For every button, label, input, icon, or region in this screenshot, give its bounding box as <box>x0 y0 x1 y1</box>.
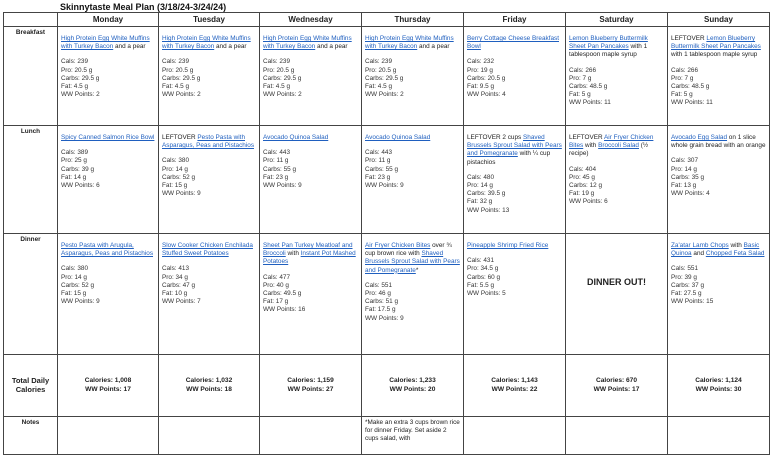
recipe-link[interactable]: Avocado Egg Salad <box>671 134 728 141</box>
nutrition-line: Carbs: 60 g <box>467 273 501 281</box>
recipe-link[interactable]: Pineapple Shrimp Fried Rice <box>467 242 549 249</box>
nutrition-line: Pro: 20.5 g <box>263 66 295 74</box>
recipe-link[interactable]: Pesto Pasta with Asparagus, Peas and Pistachios <box>162 134 255 150</box>
recipe-link[interactable]: High Protein Egg White Muffins with Turkey Bacon <box>61 35 150 51</box>
dish-text: LEFTOVER <box>671 35 707 42</box>
total-ww-points: WW Points: 27 <box>287 385 334 393</box>
nutrition-line: Carbs: 29.5 g <box>365 74 404 82</box>
nutrition-line: Cals: 380 <box>162 157 189 165</box>
nutrition-line: Pro: 20.5 g <box>61 66 93 74</box>
recipe-link[interactable]: Lemon Blueberry Buttermilk Sheet Pan Pancakes <box>671 35 761 51</box>
day-header-tuesday: Tuesday <box>159 13 260 27</box>
nutrition-line: Fat: 9.5 g <box>467 83 494 91</box>
nutrition-line: Pro: 39 g <box>671 273 697 281</box>
nutrition-line: Pro: 46 g <box>365 290 391 298</box>
nutrition-line: Carbs: 29.5 g <box>61 74 100 82</box>
dish-text: and a pear <box>214 43 247 51</box>
day-header-wednesday: Wednesday <box>260 13 362 27</box>
dish-description <box>467 242 562 250</box>
nutrition-line: WW Points: 15 <box>671 298 714 306</box>
nutrition-line: Fat: 15 g <box>162 182 188 190</box>
total-ww-points: WW Points: 17 <box>593 385 640 393</box>
nutrition-line: WW Points: 9 <box>263 182 302 190</box>
nutrition-line: Pro: 14 g <box>61 273 87 281</box>
nutrition-info <box>162 58 256 99</box>
meal-plan-table <box>3 12 770 455</box>
nutrition-line: Carbs: 49.5 g <box>263 290 302 298</box>
dish-description <box>61 35 155 51</box>
page-title: Skinnytaste Meal Plan (3/18/24-3/24/24) <box>60 2 227 12</box>
lunch-cell-wednesday <box>260 126 362 234</box>
day-header-sunday: Sunday <box>668 13 770 27</box>
nutrition-line: Carbs: 55 g <box>263 165 297 173</box>
dish-description <box>671 242 766 258</box>
nutrition-line: Fat: 13 g <box>671 182 697 190</box>
breakfast-cell-tuesday <box>159 27 260 126</box>
nutrition-line: Carbs: 35 g <box>671 173 705 181</box>
recipe-link[interactable]: Pesto Pasta with Arugula, Asparagus, Peas and Pistachios <box>61 242 154 258</box>
nutrition-line: Carbs: 29.5 g <box>162 74 201 82</box>
nutrition-line: Pro: 25 g <box>61 157 87 165</box>
nutrition-line: Carbs: 48.5 g <box>569 83 608 91</box>
nutrition-line: Cals: 239 <box>61 58 88 66</box>
nutrition-line: Cals: 443 <box>263 149 290 157</box>
total-cell-thursday <box>362 355 464 417</box>
nutrition-line: WW Points: 11 <box>671 99 713 107</box>
day-header-saturday: Saturday <box>566 13 668 27</box>
dinner-row <box>4 234 770 355</box>
nutrition-line: Fat: 5 g <box>671 91 693 99</box>
recipe-link[interactable]: Avocado Quinoa Salad <box>365 134 431 141</box>
total-cell-tuesday <box>159 355 260 417</box>
dish-text: with <box>728 242 744 249</box>
breakfast-cell-monday <box>58 27 159 126</box>
nutrition-line: Cals: 307 <box>671 157 698 165</box>
recipe-link[interactable]: Sheet Pan Turkey Meatloaf and Broccoli <box>263 242 353 258</box>
total-ww-points: WW Points: 30 <box>695 385 742 393</box>
dish-description <box>467 35 562 51</box>
dish-text: LEFTOVER 2 cups <box>467 134 523 141</box>
recipe-link[interactable]: Instant Pot Mashed Potatoes <box>263 250 356 266</box>
dish-description <box>671 134 766 150</box>
nutrition-info <box>569 166 664 207</box>
nutrition-line: WW Points: 2 <box>162 91 201 99</box>
lunch-cell-sunday <box>668 126 770 234</box>
recipe-link[interactable]: High Protein Egg White Muffins with Turkey Bacon <box>263 35 352 51</box>
lunch-cell-friday <box>464 126 566 234</box>
nutrition-line: Fat: 4.5 g <box>61 83 88 91</box>
dish-text: * <box>415 266 419 274</box>
day-header-thursday: Thursday <box>362 13 464 27</box>
nutrition-line: Fat: 32 g <box>467 198 493 206</box>
recipe-link[interactable]: Basic Quinoa <box>671 242 760 258</box>
nutrition-line: WW Points: 9 <box>365 182 404 190</box>
dish-description <box>365 134 460 142</box>
lunch-cell-monday <box>58 126 159 234</box>
nutrition-line: WW Points: 13 <box>467 206 510 214</box>
nutrition-line: WW Points: 5 <box>467 290 506 298</box>
dish-text: and <box>691 250 706 258</box>
recipe-link[interactable]: Chopped Feta Salad <box>705 250 765 258</box>
day-header-friday: Friday <box>464 13 566 27</box>
nutrition-line: Cals: 431 <box>467 257 494 265</box>
nutrition-line: Carbs: 37 g <box>671 281 705 289</box>
day-header-monday: Monday <box>58 13 159 27</box>
total-calories: Calories: 1,124 <box>695 377 742 385</box>
nutrition-line: Cals: 480 <box>467 173 494 181</box>
nutrition-line: Carbs: 29.5 g <box>263 74 302 82</box>
dish-description <box>61 134 155 142</box>
nutrition-line: Carbs: 39.5 g <box>467 190 506 198</box>
notes-cell-sunday <box>668 417 770 455</box>
nutrition-line: Pro: 45 g <box>569 173 595 181</box>
nutrition-line: WW Points: 7 <box>162 298 201 306</box>
dish-description <box>365 242 460 275</box>
dinner-out-label: DINNER OUT! <box>587 277 646 287</box>
recipe-link[interactable]: Avocado Quinoa Salad <box>263 134 329 141</box>
nutrition-line: Fat: 15 g <box>61 290 87 298</box>
notes-cell-saturday <box>566 417 668 455</box>
nutrition-line: Cals: 551 <box>671 265 698 273</box>
recipe-link[interactable]: Spicy Canned Salmon Rice Bowl <box>61 134 155 141</box>
notes-cell-thursday: *Make an extra 3 cups brown rice for dinner Friday. Set aside 2 cups salad, with <box>362 417 464 455</box>
nutrition-line: Cals: 404 <box>569 165 596 173</box>
dinner-cell-sunday <box>668 234 770 355</box>
dish-description <box>162 134 256 150</box>
dinner-cell-wednesday <box>260 234 362 355</box>
nutrition-line: WW Points: 4 <box>671 190 710 198</box>
dish-text: LEFTOVER <box>569 134 605 141</box>
nutrition-line: WW Points: 16 <box>263 306 306 314</box>
nutrition-info <box>365 282 460 323</box>
nutrition-line: WW Points: 4 <box>467 91 506 99</box>
total-calories: Calories: 670 <box>595 377 638 385</box>
nutrition-info <box>263 149 358 190</box>
total-ww-points: WW Points: 17 <box>85 385 131 393</box>
dish-description <box>263 35 358 51</box>
nutrition-line: WW Points: 9 <box>162 190 201 198</box>
nutrition-info <box>671 67 766 108</box>
nutrition-line: Carbs: 55 g <box>365 165 399 173</box>
nutrition-line: Pro: 7 g <box>569 74 592 82</box>
recipe-link[interactable]: Za'atar Lamb Chops <box>671 242 729 249</box>
dish-text: with <box>583 142 599 150</box>
nutrition-line: Carbs: 52 g <box>162 173 196 181</box>
dish-text: (½ recipe) <box>569 142 649 158</box>
breakfast-cell-friday <box>464 27 566 126</box>
nutrition-info <box>671 265 766 306</box>
notes-row <box>4 417 770 455</box>
nutrition-line: Fat: 4.5 g <box>365 83 392 91</box>
lunch-row <box>4 126 770 234</box>
nutrition-line: Cals: 239 <box>162 58 189 66</box>
recipe-link[interactable]: Air Fryer Chicken Bites <box>365 242 431 249</box>
nutrition-line: WW Points: 11 <box>569 99 611 107</box>
breakfast-cell-sunday <box>668 27 770 126</box>
nutrition-line: WW Points: 2 <box>365 91 404 99</box>
nutrition-info <box>467 257 562 298</box>
nutrition-line: Cals: 413 <box>162 265 189 273</box>
day-header-row <box>4 13 770 27</box>
nutrition-info <box>467 58 562 99</box>
nutrition-line: Fat: 4.5 g <box>263 83 290 91</box>
nutrition-info <box>569 67 664 108</box>
notes-cell-tuesday <box>159 417 260 455</box>
nutrition-line: Cals: 266 <box>569 66 596 74</box>
nutrition-line: Cals: 266 <box>671 66 698 74</box>
recipe-link[interactable]: High Protein Egg White Muffins with Turkey Bacon <box>162 35 251 51</box>
nutrition-line: Fat: 19 g <box>569 190 595 198</box>
dish-text: on 1 slice whole grain bread with an orange <box>671 134 766 150</box>
dish-text: with 1 tablespoon maple syrup <box>569 43 648 59</box>
nutrition-line: Cals: 389 <box>61 149 88 157</box>
nutrition-line: Cals: 443 <box>365 149 392 157</box>
nutrition-line: Cals: 232 <box>467 58 494 66</box>
breakfast-cell-thursday <box>362 27 464 126</box>
nutrition-info <box>467 174 562 215</box>
row-label-dinner: Dinner <box>4 234 58 355</box>
dinner-cell-saturday <box>566 234 668 355</box>
dish-description <box>162 242 256 258</box>
dinner-cell-friday <box>464 234 566 355</box>
breakfast-cell-saturday <box>566 27 668 126</box>
dinner-cell-tuesday <box>159 234 260 355</box>
notes-cell-monday <box>58 417 159 455</box>
nutrition-line: Fat: 23 g <box>263 173 289 181</box>
nutrition-line: Pro: 20.5 g <box>162 66 194 74</box>
nutrition-line: Fat: 23 g <box>365 173 391 181</box>
dish-text: and a pear <box>417 43 450 51</box>
total-calories: Calories: 1,008 <box>84 377 132 385</box>
dish-description <box>467 134 562 167</box>
nutrition-line: Pro: 34 g <box>162 273 188 281</box>
nutrition-line: Fat: 17.5 g <box>365 306 396 314</box>
total-cell-sunday <box>668 355 770 417</box>
dish-description <box>671 35 766 60</box>
dish-text: LEFTOVER <box>162 134 198 141</box>
nutrition-line: Cals: 239 <box>365 58 392 66</box>
nutrition-line: Pro: 14 g <box>162 165 188 173</box>
nutrition-info <box>365 149 460 190</box>
nutrition-info <box>162 265 256 306</box>
dinner-cell-thursday <box>362 234 464 355</box>
lunch-cell-tuesday <box>159 126 260 234</box>
nutrition-info <box>671 157 766 198</box>
dish-text: over ¾ cup brown rice with <box>365 242 452 258</box>
totals-row <box>4 355 770 417</box>
total-calories: Calories: 1,032 <box>185 377 233 385</box>
nutrition-line: Carbs: 51 g <box>365 298 399 306</box>
total-cell-monday <box>58 355 159 417</box>
nutrition-line: Pro: 40 g <box>263 281 289 289</box>
nutrition-line: WW Points: 2 <box>61 91 100 99</box>
nutrition-line: Carbs: 48.5 g <box>671 83 710 91</box>
total-ww-points: WW Points: 20 <box>389 385 436 393</box>
nutrition-line: WW Points: 6 <box>569 198 608 206</box>
nutrition-line: WW Points: 9 <box>61 298 100 306</box>
nutrition-info <box>263 274 358 315</box>
total-ww-points: WW Points: 22 <box>491 385 538 393</box>
dish-text: with ¼ cup pistachios <box>467 150 551 166</box>
nutrition-info <box>365 58 460 99</box>
dish-description <box>263 134 358 142</box>
nutrition-line: WW Points: 2 <box>263 91 302 99</box>
nutrition-line: Pro: 11 g <box>263 157 289 165</box>
nutrition-line: Cals: 239 <box>263 58 290 66</box>
nutrition-line: Carbs: 52 g <box>61 281 95 289</box>
row-label-breakfast: Breakfast <box>4 27 58 126</box>
nutrition-line: Fat: 5 g <box>569 91 591 99</box>
dish-description <box>569 35 664 60</box>
dish-text: with <box>285 250 301 258</box>
dish-text: and a pear <box>113 43 146 51</box>
nutrition-line: Pro: 20.5 g <box>365 66 397 74</box>
breakfast-row <box>4 27 770 126</box>
nutrition-line: Fat: 10 g <box>162 290 188 298</box>
nutrition-line: Carbs: 20.5 g <box>467 74 506 82</box>
notes-cell-wednesday <box>260 417 362 455</box>
nutrition-line: Pro: 34.5 g <box>467 265 499 273</box>
recipe-link[interactable]: Air Fryer Chicken Bites <box>569 134 654 150</box>
total-cell-friday <box>464 355 566 417</box>
nutrition-line: WW Points: 9 <box>365 314 404 322</box>
nutrition-line: Carbs: 47 g <box>162 281 196 289</box>
lunch-cell-saturday <box>566 126 668 234</box>
nutrition-line: Fat: 14 g <box>61 173 87 181</box>
nutrition-info <box>61 265 155 306</box>
nutrition-line: Pro: 14 g <box>467 182 493 190</box>
nutrition-info <box>162 157 256 198</box>
recipe-link[interactable]: Slow Cooker Chicken Enchilada Stuffed Sweet Potatoes <box>162 242 253 258</box>
dish-description <box>263 242 358 267</box>
recipe-link[interactable]: Shaved Brussels Sprout Salad with Pears and Pomegranate <box>467 134 562 158</box>
row-label-totals: Total Daily Calories <box>4 355 58 417</box>
nutrition-line: WW Points: 6 <box>61 182 100 190</box>
nutrition-line: Fat: 4.5 g <box>162 83 189 91</box>
recipe-link[interactable]: Berry Cottage Cheese Breakfast Bowl <box>467 35 559 51</box>
notes-cell-friday <box>464 417 566 455</box>
row-label-lunch: Lunch <box>4 126 58 234</box>
corner-header <box>4 13 58 27</box>
nutrition-line: Fat: 17 g <box>263 298 289 306</box>
dish-text: with 1 tablespoon maple syrup <box>671 51 758 59</box>
dinner-cell-monday <box>58 234 159 355</box>
dish-description <box>569 134 664 159</box>
nutrition-line: Pro: 14 g <box>671 165 697 173</box>
dish-description <box>365 35 460 51</box>
total-ww-points: WW Points: 18 <box>186 385 232 393</box>
nutrition-info <box>61 149 155 190</box>
recipe-link[interactable]: Broccoli Salad <box>598 142 639 150</box>
total-calories: Calories: 1,233 <box>389 377 436 385</box>
nutrition-line: Carbs: 39 g <box>61 165 95 173</box>
dish-description <box>61 242 155 258</box>
dish-description <box>162 35 256 51</box>
recipe-link[interactable]: High Protein Egg White Muffins with Turkey Bacon <box>365 35 454 51</box>
nutrition-line: Pro: 19 g <box>467 66 493 74</box>
breakfast-cell-wednesday <box>260 27 362 126</box>
nutrition-line: Cals: 551 <box>365 281 392 289</box>
recipe-link[interactable]: Shaved Brussels Sprout Salad with Pears and Pomegranate <box>365 250 460 274</box>
nutrition-line: Carbs: 12 g <box>569 182 603 190</box>
nutrition-info <box>61 58 155 99</box>
total-calories: Calories: 1,159 <box>287 377 334 385</box>
total-cell-wednesday <box>260 355 362 417</box>
total-cell-saturday <box>566 355 668 417</box>
total-calories: Calories: 1,143 <box>491 377 538 385</box>
nutrition-line: Pro: 7 g <box>671 74 694 82</box>
nutrition-line: Fat: 27.5 g <box>671 290 702 298</box>
recipe-link[interactable]: Lemon Blueberry Buttermilk Sheet Pan Pancakes <box>569 35 648 51</box>
nutrition-info <box>263 58 358 99</box>
nutrition-line: Fat: 5.5 g <box>467 281 494 289</box>
row-label-notes: Notes <box>4 417 58 455</box>
lunch-cell-thursday <box>362 126 464 234</box>
nutrition-line: Cals: 380 <box>61 265 88 273</box>
nutrition-line: Cals: 477 <box>263 273 290 281</box>
nutrition-line: Pro: 11 g <box>365 157 391 165</box>
dish-text: and a pear <box>315 43 348 51</box>
